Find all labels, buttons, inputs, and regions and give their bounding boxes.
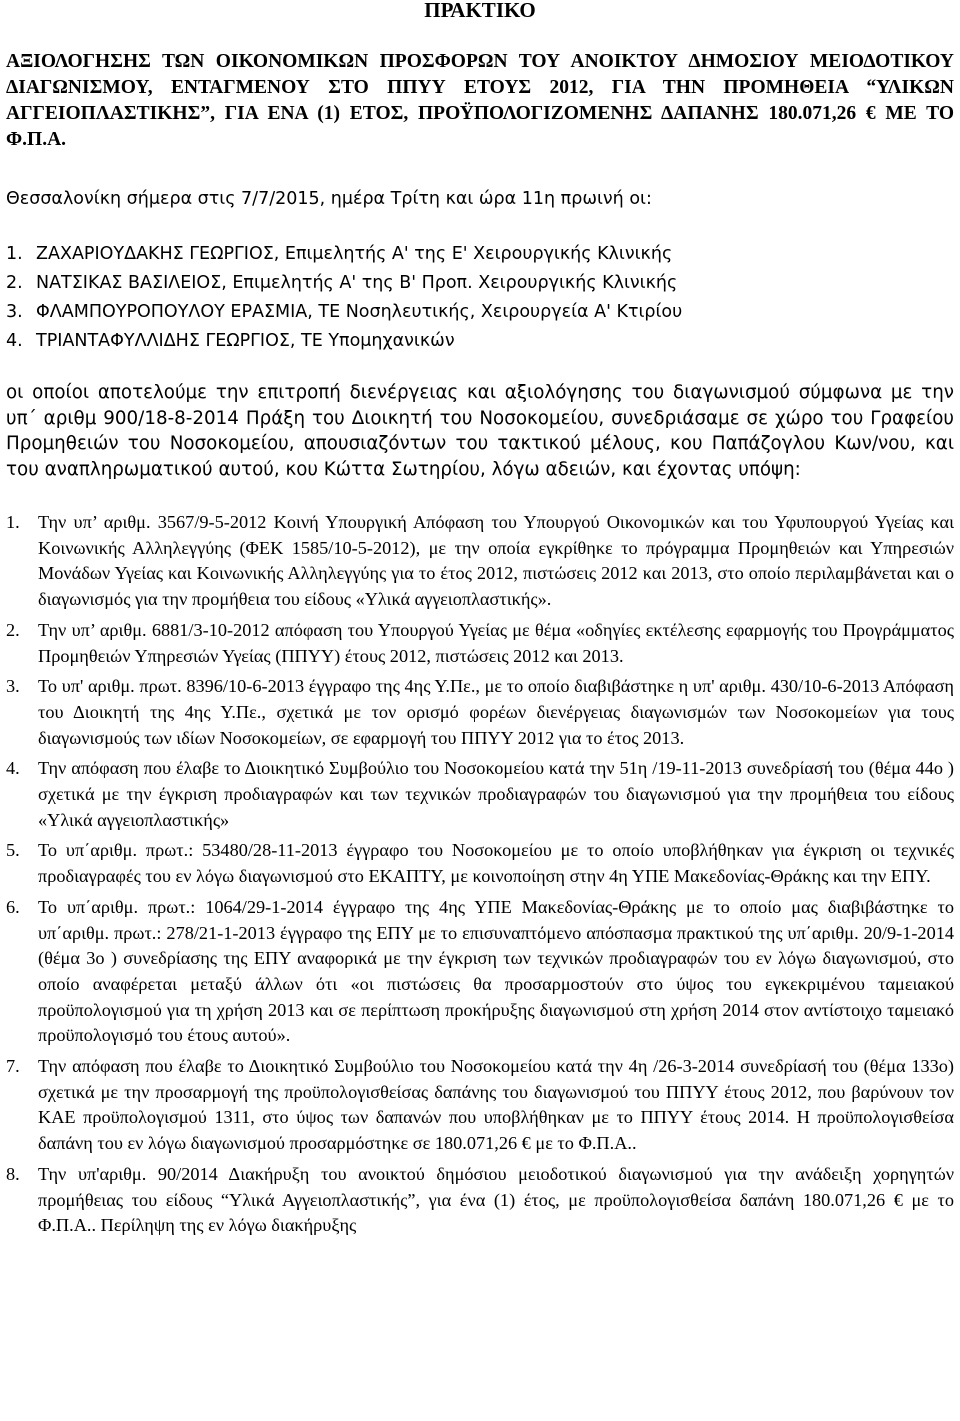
item-text: Το υπ΄αριθμ. πρωτ.: 53480/28-11-2013 έγγραφο του Νοσοκομείου με το οποίο υποβλήθηκαν για έγκριση οι τεχνικές προδιαγραφές του εν λόγω διαγωνισμού στο ΕΚΑΠΤΥ, με κοινοποίηση στην 4η ΥΠΕ Μακεδονίας-Θράκης και την ΕΠΥ. (38, 840, 954, 887)
list-number: 4. (6, 331, 23, 351)
list-item (6, 327, 682, 356)
item-text: Το υπ' αριθμ. πρωτ. 8396/10-6-2013 έγγραφο της 4ης Υ.Πε., με το οποίο διαβιβάστηκε η υπ' αριθμ. 430/10-6-2013 Απόφαση του Διοικητή της 4ης Υ.Πε., σχετικά με τον ορισμό φορέων διενέργειας διαγωνισμών των Νοσοκομείων για τους διαγωνισμούς των ιδίων Νοσοκομείων, σε εφαρμογή του ΠΠΥΥ 2012 για το έτος 2013. (38, 676, 954, 748)
list-item (6, 838, 954, 889)
list-item (6, 618, 954, 669)
item-text: Την απόφαση που έλαβε το Διοικητικό Συμβούλιο του Νοσοκομείου κατά την 4η /26-3-2014 συνεδρίασή του (θέμα 133ο) σχετικά με την προσαρμογή της προϋπολογισθείσας δαπάνης του διαγωνισμού του ΠΠΥΥ έτους 2012, που βαρύνουν τον ΚΑΕ προϋπολογισμού 1311, στο ύψος των δαπανών που υποβλήθηκαν με το ΠΠΥΥ έτους 2014. Η προϋπολογισθείσα δαπάνη του εν λόγω διαγωνισμού προσαρμόστηκε σε 180.071,26 € με το Φ.Π.Α.. (38, 1056, 954, 1154)
list-item (6, 895, 954, 1049)
list-item (6, 298, 682, 327)
list-number: 3. (6, 302, 23, 322)
considerations-list (6, 510, 954, 1244)
list-number: 6. (6, 896, 20, 917)
list-item (6, 269, 682, 298)
list-number: 3. (6, 676, 20, 697)
list-number: 1. (6, 512, 20, 532)
list-number: 8. (6, 1163, 20, 1184)
list-number: 5. (6, 840, 20, 861)
item-text: Το υπ΄αριθμ. πρωτ.: 1064/29-1-2014 έγγραφο της 4ης ΥΠΕ Μακεδονίας-Θράκης με το οποίο μας διαβιβάστηκε το υπ΄αριθμ. πρωτ.: 278/21-1-2013 έγγραφο της ΕΠΥ με το επισυναπτόμενο απόσπασμα πρακτικού της υπ΄αριθμ. 20/9-1-2014 (θέμα 3ο ) συνεδρίασης της ΕΠΥ αναφορικά με την έγκριση των τεχνικών προδιαγραφών του εν λόγω διαγωνισμού, στο οποίο αναφέρεται μεταξύ άλλων ότι «οι πιστώσεις θα προσαρμοστούν στο ύψος του εγκεκριμένου ταμειακού προϋπολογισμού για τη χρήση 2013 και σε περίπτωση προκήρυξης διαγωνισμού στη χρήση 2014 στον αντίστοιχο ταμειακό προϋπολογισμό του έτους αυτού». (38, 896, 954, 1046)
list-number: 1. (6, 244, 23, 264)
list-number: 7. (6, 1056, 20, 1077)
committee-members-list (6, 240, 682, 356)
list-item (6, 510, 954, 613)
item-text: Την υπ’ αριθμ. 3567/9-5-2012 Κοινή Υπουργική Απόφαση του Υπουργού Οικονομικών και του Υφυπουργού Υγείας και Κοινωνικής Αλληλεγγύης (ΦΕΚ 1585/10-5-2012), με την οποία εγκρίθηκε το πρόγραμμα Προμηθειών και Υπηρεσιών Μονάδων Υγείας και Κοινωνικής Αλληλεγγύης για το έτος 2012, πιστώσεις 2012 και 2013, στο οποίο περιλαμβάνεται και ο διαγωνισμός για την προμήθεια του είδους «Υλικά αγγειοπλαστικής». (38, 512, 954, 610)
list-item (6, 1054, 954, 1157)
document-heading: ΑΞΙΟΛΟΓΗΣΗΣ ΤΩΝ ΟΙΚΟΝΟΜΙΚΩΝ ΠΡΟΣΦΟΡΩΝ ΤΟΥ ΑΝΟΙΚΤΟΥ ΔΗΜΟΣΙΟΥ ΜΕΙΟΔΟΤΙΚΟΥ ΔΙΑΓΩΝΙΣΜΟΥ, ΕΝΤΑΓΜΕΝΟΥ ΣΤΟ ΠΠΥΥ ΕΤΟΥΣ 2012, ΓΙΑ ΤΗΝ ΠΡΟΜΗΘΕΙΑ “ΥΛΙΚΩΝ ΑΓΓΕΙΟΠΛΑΣΤΙΚΗΣ”, ΓΙΑ ΕΝΑ (1) ΕΤΟΣ, ΠΡΟΫΠΟΛΟΓΙΖΟΜΕΝΗΣ ΔΑΠΑΝΗΣ 180.071,26 € ΜΕ ΤΟ Φ.Π.Α. (6, 51, 954, 150)
meeting-line: Θεσσαλονίκη σήμερα στις 7/7/2015, ημέρα Τρίτη και ώρα 11η πρωινή οι: (6, 189, 652, 209)
list-item (6, 240, 682, 269)
list-item (6, 756, 954, 833)
list-item (6, 1162, 954, 1239)
list-number: 2. (6, 619, 20, 640)
intro-paragraph: οι οποίοι αποτελούμε την επιτροπή διενέργειας και αξιολόγησης του διαγωνισμού σύμφωνα με την υπ΄ αριθμ 900/18-8-2014 Πράξη του Διοικητή του Νοσοκομείου, συνεδριάσαμε σε χώρο του Γραφείου Προμηθειών του Νοσοκομείου, απουσιαζόντων του τακτικού μέλους, κου Παπάζογλου Κων/νου, και του αναπληρωματικού αυτού, κου Κώττα Σωτηρίου, λόγω αδειών, και έχοντας υπόψη: (6, 382, 954, 481)
member-text: ΖΑΧΑΡΙΟΥΔΑΚΗΣ ΓΕΩΡΓΙΟΣ, Επιμελητής Α' της Ε' Χειρουργικής Κλινικής (36, 244, 673, 264)
document-title: ΠΡΑΚΤΙΚΟ (424, 0, 536, 22)
item-text: Την υπ'αριθμ. 90/2014 Διακήρυξη του ανοικτού δημόσιου μειοδοτικού διαγωνισμού για την ανάδειξη χορηγητών προμήθειας του είδους “Υλικά Αγγειοπλαστικής”, για ένα (1) έτος, με προϋπολογισθείσα δαπάνη 180.071,26 € με το Φ.Π.Α.. Περίληψη της εν λόγω διακήρυξης (38, 1163, 954, 1236)
member-text: ΝΑΤΣΙΚΑΣ ΒΑΣΙΛΕΙΟΣ, Επιμελητής Α' της Β' Προπ. Χειρουργικής Κλινικής (36, 273, 678, 293)
member-text: ΤΡΙΑΝΤΑΦΥΛΛΙΔΗΣ ΓΕΩΡΓΙΟΣ, ΤΕ Υπομηχανικών (36, 331, 455, 351)
item-text: Την απόφαση που έλαβε το Διοικητικό Συμβούλιο του Νοσοκομείου κατά την 51η /19-11-2013 συνεδρίασή του (θέμα 44ο ) σχετικά με την έγκριση προδιαγραφών και των τεχνικών προδιαγραφών του διαγωνισμού για την προμήθεια του είδους «Υλικά αγγειοπλαστικής» (38, 758, 954, 830)
list-item (6, 674, 954, 751)
list-number: 4. (6, 758, 20, 779)
list-number: 2. (6, 273, 23, 293)
item-text: Την υπ’ αριθμ. 6881/3-10-2012 απόφαση του Υπουργού Υγείας με θέμα «οδηγίες εκτέλεσης εφαρμογής του Προγράμματος Προμηθειών Υπηρεσιών Υγείας (ΠΠΥΥ) έτους 2012, πιστώσεις 2012 και 2013. (38, 619, 954, 666)
member-text: ΦΛΑΜΠΟΥΡΟΠΟΥΛΟΥ ΕΡΑΣΜΙΑ, ΤΕ Νοσηλευτικής, Χειρουργεία Α' Κτιρίου (36, 302, 683, 322)
